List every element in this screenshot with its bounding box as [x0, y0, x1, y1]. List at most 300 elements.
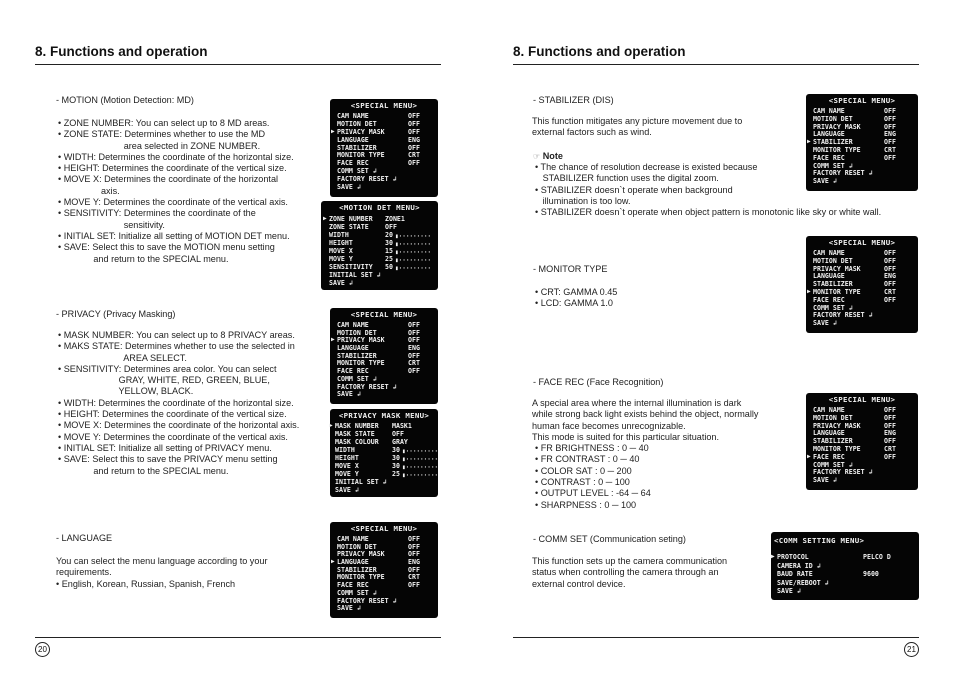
motion-line: • WIDTH: Determines the coordinate of the horizontal size. [58, 151, 294, 162]
osd-level-bar: ▮········· [395, 265, 432, 272]
osd-row-value: OFF [884, 295, 896, 304]
osd-row-value: OFF [408, 119, 420, 128]
osd-row-value: CRT [884, 145, 896, 154]
osd-row-label: PROTOCOL [777, 553, 809, 561]
osd-menu-row [330, 167, 438, 175]
monitor-description [535, 287, 617, 310]
osd-menu-row [330, 136, 438, 144]
privacy-heading: - PRIVACY (Privacy Masking) [56, 309, 176, 319]
osd-row-label: MOVE Y [335, 470, 359, 478]
special-menu-osd [330, 522, 438, 618]
face-line: human face becomes unrecognizable. [532, 420, 686, 431]
note-line: STABILIZER function uses the digital zoom. [535, 173, 719, 184]
motion-line: • ZONE STATE: Determines whether to use the MD [58, 129, 266, 140]
osd-row-label: FACTORY RESET ↲ [337, 596, 397, 605]
osd-menu-title: <MOTION DET MENU> [339, 203, 420, 212]
osd-menu-title: <SPECIAL MENU> [828, 238, 896, 247]
osd-menu-row [330, 151, 438, 159]
osd-level-bar: ▮········· [402, 448, 439, 455]
osd-menu-title: <SPECIAL MENU> [828, 395, 896, 404]
osd-row-label: CAM NAME [337, 535, 369, 543]
osd-row-value: OFF [385, 223, 397, 231]
osd-row-label: MONITOR TYPE [813, 444, 861, 453]
osd-menu-row [330, 604, 438, 612]
osd-menu-row [321, 255, 438, 263]
osd-row-value: ZONE1 [385, 215, 405, 223]
special-menu-osd [330, 308, 438, 404]
note-line: • The chance of resolution decrease is existed because [535, 162, 758, 172]
osd-row-value: MASK1 [392, 422, 412, 430]
language-line: requirements. [56, 567, 112, 578]
osd-row-label: SAVE ↲ [813, 177, 837, 186]
note-line: • STABILIZER doesn`t operate when background [535, 184, 733, 195]
special-menu-osd [330, 99, 438, 197]
motion-line: • MOVE Y: Determines the coordinate of the vertical axis. [58, 197, 288, 208]
page-number: 21 [904, 642, 919, 657]
osd-row-label: FACTORY RESET ↲ [813, 169, 873, 178]
osd-menu-row [321, 231, 438, 239]
header-rule [35, 64, 441, 65]
privacy-line: • INITIAL SET: Initialize all setting of PRIVACY menu. [58, 442, 272, 453]
special-menu-osd [806, 236, 918, 333]
osd-row-value: ENG [884, 272, 896, 281]
osd-row-value: OFF [884, 406, 896, 414]
osd-row-label: SAVE ↲ [335, 486, 359, 494]
osd-row-value: OFF [884, 264, 896, 273]
osd-row-label: FACTORY RESET ↲ [813, 468, 873, 477]
osd-row-value: OFF [884, 122, 896, 131]
osd-row-label: CAMERA ID ↲ [777, 561, 821, 570]
privacy-line: • MASK NUMBER: You can select up to 8 PRIVACY areas. [58, 330, 295, 340]
osd-menu-row [321, 247, 438, 255]
osd-menu-row [330, 175, 438, 183]
osd-row-value: 25 [392, 470, 400, 478]
osd-row-label: MONITOR TYPE [337, 573, 385, 582]
osd-row-label: FACE REC [337, 159, 369, 168]
osd-menu-title: <SPECIAL MENU> [828, 96, 896, 105]
osd-menu-row [806, 138, 918, 146]
osd-row-label: COMM SET ↲ [337, 588, 377, 597]
osd-row-value: OFF [884, 413, 896, 422]
motion-line: • SAVE: Select this to save the MOTION menu setting [58, 242, 275, 253]
osd-row-label: LANGUAGE [813, 130, 845, 139]
privacy-line: • MOVE Y: Determines the coordinate of the vertical axis. [58, 431, 288, 442]
osd-menu-row [806, 468, 918, 476]
osd-menu-row [806, 280, 918, 288]
cursor-arrow-icon: ▶ [331, 127, 335, 135]
osd-row-label: INITIAL SET ↲ [335, 478, 387, 486]
osd-row-value: OFF [408, 367, 420, 376]
osd-row-label: MOTION DET [813, 413, 853, 422]
osd-row-value: CRT [884, 444, 896, 453]
osd-row-value: OFF [884, 452, 896, 461]
osd-row-value: CRT [408, 573, 420, 582]
motion-line: • MOVE X: Determines the coordinate of the horizontal [58, 174, 279, 185]
motion-line: sensitivity. [58, 219, 165, 230]
osd-row-value: CRT [408, 359, 420, 368]
osd-row-label: SAVE ↲ [337, 604, 361, 613]
osd-menu-title: <COMM SETTING MENU> [774, 536, 865, 545]
osd-row-value: OFF [884, 280, 896, 289]
osd-row-label: SAVE ↲ [337, 390, 361, 399]
osd-row-label: SAVE ↲ [337, 182, 361, 191]
special-menu-osd [806, 393, 918, 490]
osd-row-label: MOTION DET [337, 542, 377, 551]
face-line: This mode is suited for this particular situation. [532, 431, 720, 442]
osd-row-value: OFF [408, 581, 420, 590]
osd-row-label: FACTORY RESET ↲ [337, 175, 397, 184]
osd-row-value: OFF [884, 138, 896, 147]
comm-line: status when controlling the camera through an [532, 567, 719, 578]
osd-row-label: MASK COLOUR [335, 438, 379, 446]
osd-row-label: MASK NUMBER [335, 422, 379, 430]
cursor-arrow-icon: ▶ [807, 138, 811, 146]
osd-row-label: LANGUAGE [337, 344, 369, 353]
osd-menu-row [321, 271, 438, 279]
osd-row-label: PRIVACY MASK [337, 127, 385, 136]
osd-menu-row [330, 183, 438, 191]
osd-level-bar: ▮········· [402, 456, 439, 463]
note-label [533, 151, 563, 162]
privacy-line: • MAKS STATE: Determines whether to use the selected in [58, 341, 295, 352]
osd-menu-row [771, 579, 919, 587]
osd-row-value: ENG [884, 130, 896, 139]
osd-row-label: CAM NAME [813, 107, 845, 115]
osd-menu-row [330, 128, 438, 136]
comm-line: This function sets up the camera communication [532, 556, 728, 566]
osd-row-label: HEIGHT [329, 239, 353, 247]
comm-heading: - COMM SET (Communication seting) [533, 534, 686, 544]
osd-menu-row [330, 470, 438, 478]
osd-row-value: OFF [408, 112, 420, 120]
osd-menu-row [330, 159, 438, 167]
face-line: while strong back light exists behind the object, normally [532, 409, 759, 420]
privacy-line: YELLOW, BLACK. [58, 386, 194, 397]
osd-menu-row [806, 453, 918, 461]
stabilizer-heading: - STABILIZER (DIS) [533, 95, 614, 105]
osd-row-label: MOTION DET [337, 119, 377, 128]
osd-level-bar: ▮········· [395, 249, 432, 256]
privacy-line: • SENSITIVITY: Determines area color. You can select [58, 363, 277, 374]
osd-row-value: OFF [884, 153, 896, 162]
osd-row-label: MOVE Y [329, 255, 353, 263]
osd-menu-title: <SPECIAL MENU> [350, 310, 418, 319]
privacy-line: GRAY, WHITE, RED, GREEN, BLUE, [58, 375, 270, 386]
osd-row-label: MOTION DET [813, 114, 853, 123]
language-heading: - LANGUAGE [56, 533, 113, 543]
osd-menu-row [806, 476, 918, 484]
osd-row-value: PELCO D [863, 553, 891, 561]
osd-row-label: FACE REC [337, 367, 369, 376]
osd-row-label: COMM SET ↲ [337, 167, 377, 176]
motion-line: axis. [58, 185, 120, 196]
osd-row-label: PRIVACY MASK [813, 421, 861, 430]
osd-row-value: 30 [392, 446, 400, 454]
face-description [532, 398, 758, 511]
osd-row-value: 20 [385, 231, 393, 239]
osd-menu-row [806, 177, 918, 185]
osd-row-label: MOTION DET [813, 256, 853, 265]
face-line: • FR CONTRAST : 0 ─ 40 [535, 454, 640, 465]
face-line: • CONTRAST : 0 ─ 100 [535, 477, 630, 488]
osd-row-label: SAVE ↲ [813, 319, 837, 328]
osd-row-value: OFF [408, 336, 420, 345]
osd-row-label: SAVE ↲ [813, 476, 837, 485]
osd-row-label: FACTORY RESET ↲ [337, 382, 397, 391]
osd-menu-row [330, 462, 438, 470]
privacy-line: • WIDTH: Determines the coordinate of the horizontal size. [58, 397, 294, 408]
face-line: • SHARPNESS : 0 ─ 100 [535, 499, 637, 510]
osd-row-label: ZONE STATE [329, 223, 369, 231]
osd-row-label: COMM SET ↲ [337, 374, 377, 383]
face-line: • FR BRIGHTNESS : 0 ─ 40 [535, 443, 649, 454]
osd-menu-row [330, 390, 438, 398]
osd-menu-row [321, 263, 438, 271]
osd-row-value: ENG [408, 135, 420, 144]
osd-row-value: OFF [884, 256, 896, 265]
osd-menu-title: <SPECIAL MENU> [350, 101, 418, 110]
osd-row-value: OFF [408, 565, 420, 574]
osd-row-label: COMM SET ↲ [813, 460, 853, 469]
cursor-arrow-icon: ▶ [771, 553, 775, 560]
osd-row-label: STABILIZER [337, 565, 377, 574]
osd-row-label: SAVE ↲ [777, 587, 801, 595]
osd-menu-row [330, 120, 438, 128]
motion-line: • ZONE NUMBER: You can select up to 8 MD areas. [58, 118, 270, 128]
osd-menu-row [806, 311, 918, 319]
osd-row-value: 30 [392, 454, 400, 462]
motion-line: area selected in ZONE NUMBER. [58, 140, 261, 151]
page-title: 8. Functions and operation [35, 44, 208, 59]
osd-row-value: CRT [408, 151, 420, 160]
comm-line: external control device. [532, 578, 626, 589]
osd-menu-title: <SPECIAL MENU> [350, 524, 418, 533]
osd-row-value: CRT [884, 287, 896, 296]
osd-row-label: PRIVACY MASK [337, 336, 385, 345]
comm-description [532, 556, 727, 590]
osd-row-label: STABILIZER [813, 138, 853, 147]
cursor-arrow-icon: ▶ [331, 558, 335, 566]
osd-row-label: LANGUAGE [813, 272, 845, 281]
motion-heading: - MOTION (Motion Detection: MD) [56, 95, 194, 105]
osd-row-value: ENG [408, 558, 420, 567]
page-number: 20 [35, 642, 50, 657]
osd-row-label: COMM SET ↲ [813, 303, 853, 312]
osd-row-label: SAVE ↲ [329, 279, 353, 287]
motion-description [58, 118, 294, 265]
osd-row-value: 30 [385, 239, 393, 247]
note-line: illumination is too low. [535, 195, 631, 206]
stabilizer-description [532, 116, 742, 139]
osd-level-bar: ▮········· [395, 233, 432, 240]
stabilizer-line: external factors such as wind. [532, 127, 652, 138]
monitor-line: • CRT: GAMMA 0.45 [535, 287, 618, 297]
osd-row-label: BAUD RATE [777, 570, 813, 578]
osd-row-value: OFF [408, 328, 420, 337]
osd-row-label: FACE REC [813, 295, 845, 304]
osd-row-value: ENG [408, 344, 420, 353]
face-line: • OUTPUT LEVEL : -64 ─ 64 [535, 488, 651, 499]
cursor-arrow-icon: ▶ [807, 452, 811, 460]
osd-menu-row [330, 112, 438, 120]
osd-row-label: MONITOR TYPE [813, 145, 861, 154]
face-line: • COLOR SAT : 0 ─ 200 [535, 465, 632, 476]
motion-line: • INITIAL SET: Initialize all setting of MOTION DET menu. [58, 230, 290, 241]
stabilizer-line: This function mitigates any picture movement due to [532, 116, 743, 126]
osd-level-bar: ▮········· [402, 464, 439, 471]
osd-menu-row [806, 319, 918, 327]
osd-row-label: STABILIZER [337, 143, 377, 152]
cursor-arrow-icon: ▶ [807, 287, 811, 295]
osd-menu-row [806, 169, 918, 177]
osd-row-label: LANGUAGE [813, 429, 845, 438]
osd-menu-row [330, 422, 438, 430]
osd-row-value: 15 [385, 247, 393, 255]
osd-row-label: MONITOR TYPE [337, 359, 385, 368]
osd-row-label: CAM NAME [813, 406, 845, 414]
osd-menu-row [806, 265, 918, 273]
osd-menu-row [321, 279, 438, 287]
osd-row-value: OFF [392, 430, 404, 438]
privacy-description [58, 330, 299, 477]
osd-row-label: WIDTH [329, 231, 349, 239]
osd-row-label: MASK STATE [335, 430, 375, 438]
osd-row-label: LANGUAGE [337, 558, 369, 567]
motion-line: • HEIGHT: Determines the coordinate of the vertical size. [58, 163, 287, 174]
osd-row-value: OFF [884, 107, 896, 115]
osd-menu-row [806, 422, 918, 430]
osd-row-value: OFF [884, 114, 896, 123]
osd-menu-row [330, 144, 438, 152]
osd-row-label: MOVE X [335, 462, 359, 470]
osd-row-value: OFF [884, 421, 896, 430]
footer-rule [513, 637, 919, 638]
osd-row-label: MOVE X [329, 247, 353, 255]
privacy-line: • SAVE: Select this to save the PRIVACY menu setting [58, 454, 278, 465]
osd-row-value: OFF [884, 249, 896, 257]
osd-menu-row [330, 438, 438, 446]
privacy-line: and return to the SPECIAL menu. [58, 465, 229, 476]
osd-row-label: SENSITIVITY [329, 263, 373, 271]
osd-row-value: OFF [408, 321, 420, 329]
osd-row-value: OFF [408, 351, 420, 360]
language-description [56, 556, 268, 590]
osd-level-bar: ▮········· [395, 257, 432, 264]
osd-menu-row [321, 223, 438, 231]
motion-line: and return to the SPECIAL menu. [58, 253, 229, 264]
osd-row-value: OFF [408, 143, 420, 152]
osd-row-label: CAM NAME [337, 112, 369, 120]
cursor-arrow-icon: ▶ [329, 422, 333, 429]
osd-menu-row [321, 215, 438, 223]
language-line: • English, Korean, Russian, Spanish, French [56, 578, 236, 589]
osd-row-label: STABILIZER [813, 280, 853, 289]
osd-row-label: WIDTH [335, 446, 355, 454]
comm-setting-menu-osd [771, 532, 919, 600]
face-line: A special area where the internal illumination is dark [532, 398, 742, 408]
osd-row-value: 30 [392, 462, 400, 470]
osd-menu-row [321, 239, 438, 247]
page-title: 8. Functions and operation [513, 44, 686, 59]
osd-row-value: ENG [884, 429, 896, 438]
osd-menu-row [806, 123, 918, 131]
osd-menu-row [771, 562, 919, 570]
header-rule [513, 64, 919, 65]
osd-row-label: PRIVACY MASK [813, 122, 861, 131]
osd-row-label: FACE REC [337, 581, 369, 590]
osd-row-value: OFF [408, 159, 420, 168]
privacy-line: • MOVE X: Determines the coordinate of the horizontal axis. [58, 420, 300, 431]
motion-line: • SENSITIVITY: Determines the coordinate of the [58, 208, 256, 219]
osd-row-label: HEIGHT [335, 454, 359, 462]
osd-row-label: ZONE NUMBER [329, 215, 373, 223]
osd-row-label: FACTORY RESET ↲ [813, 311, 873, 320]
osd-menu-row [330, 430, 438, 438]
osd-row-value: OFF [408, 535, 420, 543]
osd-menu-row [806, 154, 918, 162]
osd-menu-row [330, 486, 438, 494]
osd-row-value: 9600 [863, 570, 879, 578]
osd-row-label: MONITOR TYPE [337, 151, 385, 160]
cursor-arrow-icon: ▶ [323, 215, 327, 222]
osd-row-label: MONITOR TYPE [813, 287, 861, 296]
osd-row-value: OFF [408, 550, 420, 559]
osd-row-value: 25 [385, 255, 393, 263]
osd-row-label: STABILIZER [813, 437, 853, 446]
motion-det-menu-osd [321, 201, 438, 290]
osd-row-label: LANGUAGE [337, 135, 369, 144]
note-icon: ☞ [533, 152, 541, 161]
osd-menu-row [330, 446, 438, 454]
osd-menu-row [806, 437, 918, 445]
footer-rule [35, 637, 441, 638]
osd-row-label: MOTION DET [337, 328, 377, 337]
privacy-line: AREA SELECT. [58, 352, 187, 363]
monitor-line: • LCD: GAMMA 1.0 [535, 298, 613, 309]
osd-menu-title: <PRIVACY MASK MENU> [338, 411, 430, 420]
osd-row-value: OFF [408, 127, 420, 136]
osd-row-label: FACE REC [813, 452, 845, 461]
osd-menu-row [330, 478, 438, 486]
osd-menu-row [330, 454, 438, 462]
face-heading: - FACE REC (Face Recognition) [533, 377, 664, 387]
osd-menu-row [771, 587, 919, 595]
osd-menu-row [806, 296, 918, 304]
osd-row-value: GRAY [392, 438, 408, 446]
osd-row-label: FACE REC [813, 153, 845, 162]
osd-level-bar: ▮········· [402, 472, 439, 479]
osd-row-label: STABILIZER [337, 351, 377, 360]
special-menu-osd [806, 94, 918, 191]
osd-menu-row [771, 553, 919, 561]
osd-row-label: SAVE/REBOOT ↲ [777, 578, 829, 587]
note-title: Note [542, 151, 563, 161]
note-line: • STABILIZER doesn`t operate when object pattern is monotonic like sky or white wall. [535, 207, 882, 218]
osd-row-value: 50 [385, 263, 393, 271]
osd-row-label: INITIAL SET ↲ [329, 271, 381, 279]
privacy-line: • HEIGHT: Determines the coordinate of the vertical size. [58, 409, 287, 420]
osd-row-label: CAM NAME [337, 321, 369, 329]
language-line: You can select the menu language according to your [56, 556, 268, 566]
monitor-heading: - MONITOR TYPE [533, 264, 608, 274]
osd-row-value: OFF [408, 542, 420, 551]
privacy-mask-menu-osd [330, 409, 438, 497]
osd-row-value: OFF [884, 437, 896, 446]
osd-row-label: PRIVACY MASK [813, 264, 861, 273]
osd-row-label: CAM NAME [813, 249, 845, 257]
osd-menu-row [771, 570, 919, 578]
osd-level-bar: ▮········· [395, 241, 432, 248]
